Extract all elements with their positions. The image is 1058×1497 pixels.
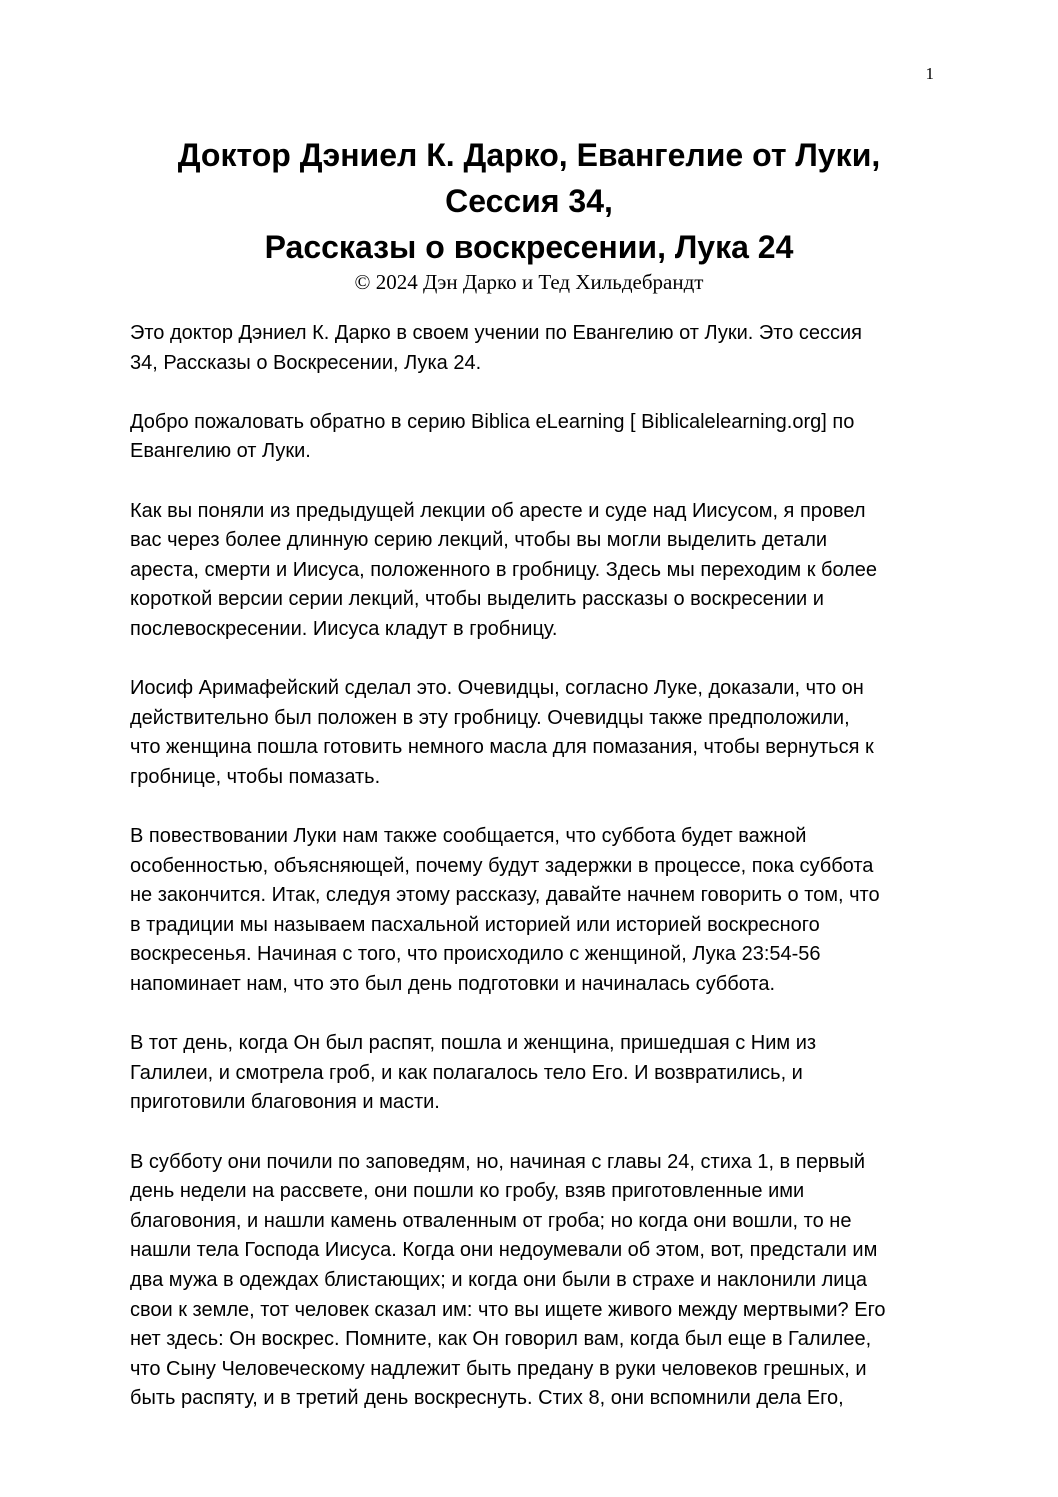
paragraph-1: Это доктор Дэниел К. Дарко в своем учении по Евангелию от Луки. Это сессия 34, Рассказы о Воскресении, Лука 24. [130, 322, 863, 374]
paragraph-2: Добро пожаловать обратно в серию Biblica eLearning [ Biblicalelearning.org] по Евангелию от Луки. [130, 410, 855, 463]
title-block [0, 132, 1058, 294]
title-line-2: Сессия 34, [445, 183, 613, 219]
copyright-notice: © 2024 Дэн Дарко и Тед Хильдебрандт [354, 270, 704, 294]
paragraph-3: Как вы поняли из предыдущей лекции об аресте и суде над Иисусом, я провел вас через более длинную серию лекций, чтобы вы могли выделить детали ареста, смерти и Иисуса, положенного в гробницу. Здесь мы переходим к более короткой версии серии лекций, чтобы выделить рассказы о воскресении и послевоскресении. Иисуса кладут в гробницу. [130, 499, 878, 640]
paragraph-6: В тот день, когда Он был распят, пошла и женщина, пришедшая с Ним из Галилеи, и смотрела гроб, и как полагалось тело Его. И возвратились, и приготовили благовония и масти. [130, 1032, 817, 1114]
page-number: 1 [925, 64, 934, 83]
paragraph-4: Иосиф Аримафейский сделал это. Очевидцы, согласно Луке, доказали, что он действительно был положен в эту гробницу. Очевидцы также предположили, что женщина пошла готовить немного масла для помазания, чтобы вернуться к гробнице, чтобы помазать. [130, 677, 874, 788]
title-line-1: Доктор Дэниел К. Дарко, Евангелие от Луки, [177, 137, 881, 173]
document-body [130, 319, 930, 1444]
paragraph-7: В субботу они почили по заповедям, но, начиная с главы 24, стиха 1, в первый день недели на рассвете, они пошли ко гробу, взяв приготовленные ими благовония, и нашли камень отваленным от гроба; но когда они вошли, то не нашли тела Господа Иисуса. Когда они недоумевали об этом, вот, предстали им два мужа в одеждах блистающих; и когда они были в страхе и наклонили лица свои к земле, тот человек сказал им: что вы ищете живого между мертвыми? Его нет здесь: Он воскрес. Помните, как Он говорил вам, когда был еще в Галилее, что Сыну Человеческому надлежит быть предану в руки человеков грешных, и быть распяту, и в третий день воскреснуть. Стих 8, они вспомнили дела Его, [130, 1150, 886, 1410]
paragraph-5: В повествовании Луки нам также сообщается, что суббота будет важной особенностью, объясняющей, почему будут задержки в процессе, пока суббота не закончится. Итак, следуя этому рассказу, давайте начнем говорить о том, что в традиции мы называем пасхальной историей или историей воскресного воскресенья. Начиная с того, что происходило с женщиной, Лука 23:54-56 напоминает нам, что это был день подготовки и начиналась суббота. [130, 825, 880, 996]
title-line-3: Рассказы о воскресении, Лука 24 [264, 229, 794, 265]
